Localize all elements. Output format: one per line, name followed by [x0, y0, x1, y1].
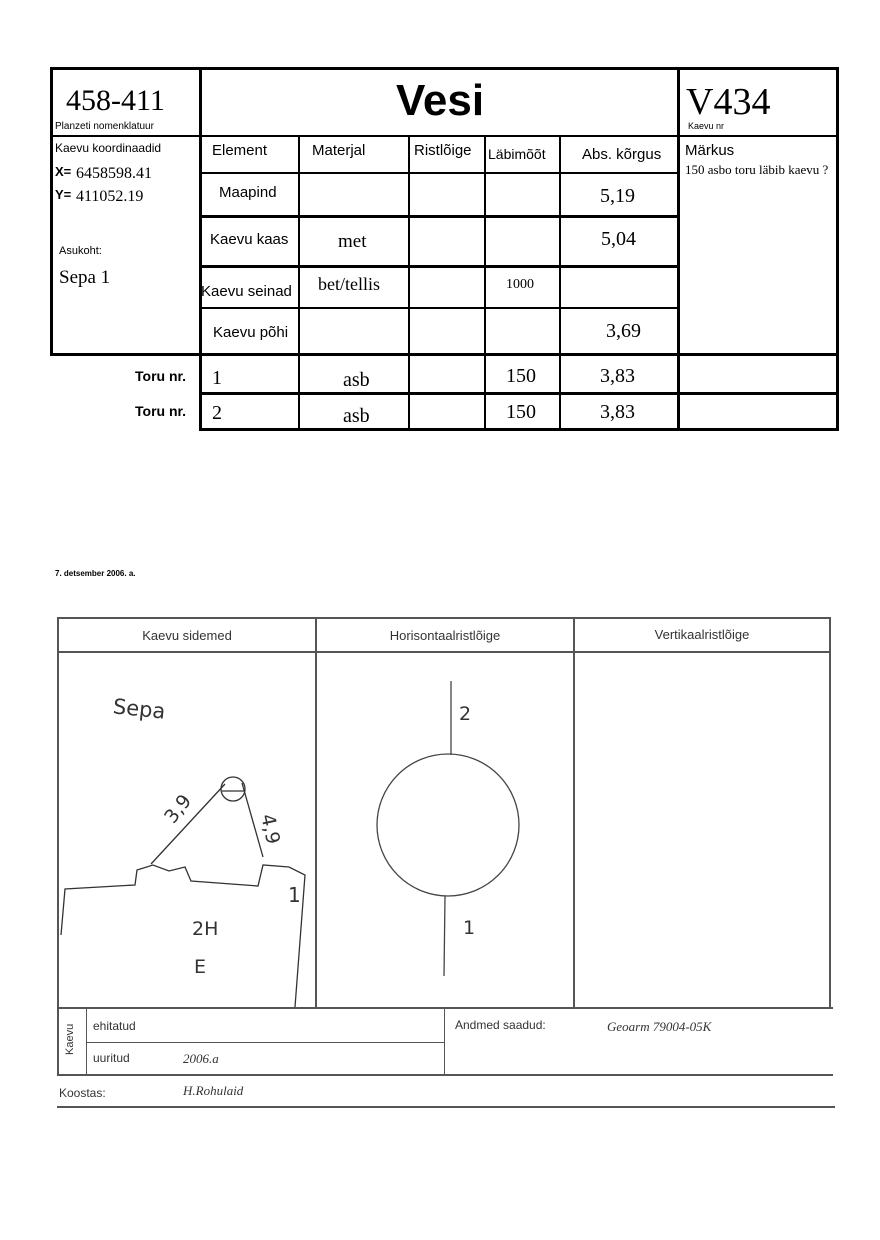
- pipe-top-label: 2: [459, 703, 472, 725]
- form-divider: [57, 1007, 833, 1009]
- row-element: Kaevu kaas: [210, 231, 289, 248]
- form-divider: [573, 617, 575, 1009]
- table-border-top: [50, 67, 839, 70]
- pipe-label: Toru nr.: [135, 403, 187, 419]
- table-divider: [408, 135, 410, 431]
- table-divider: [50, 135, 839, 137]
- document-date: 7. detsember 2006. a.: [55, 569, 136, 578]
- col-remarks: Märkus: [685, 142, 735, 159]
- surveyed-label: uuritud: [93, 1051, 130, 1065]
- col-diameter: Läbimõõt: [488, 146, 546, 162]
- table-divider: [199, 265, 678, 268]
- form-divider: [57, 1074, 833, 1076]
- x-label: X=: [55, 164, 72, 179]
- footer-side-label: Kaevu: [64, 1023, 76, 1055]
- street-label: Sepa: [111, 694, 167, 724]
- building-code: 2H: [192, 918, 219, 940]
- distance-right: 4,9: [256, 811, 285, 847]
- pipe-number: 2: [212, 402, 222, 424]
- pipe-diameter: 150: [506, 401, 536, 423]
- row-element: Kaevu põhi: [213, 324, 289, 341]
- row-element: Kaevu seinad: [201, 283, 292, 300]
- col-material: Materjal: [312, 142, 366, 159]
- surveyed-value: 2006.a: [183, 1051, 219, 1066]
- col-vertical-section: Vertikaalristlõige: [654, 627, 750, 642]
- compiled-value: H.Rohulaid: [183, 1083, 244, 1098]
- row-material: bet/tellis: [318, 274, 380, 294]
- location-label: Asukoht:: [59, 245, 102, 257]
- well-number-value: V434: [686, 81, 771, 123]
- form-border-right: [829, 617, 831, 1009]
- table-divider: [559, 135, 561, 431]
- table-divider: [199, 307, 678, 309]
- table-divider: [50, 353, 839, 356]
- x-value: 6458598.41: [76, 165, 152, 182]
- form-divider: [444, 1009, 445, 1075]
- pipe-material: asb: [343, 369, 370, 391]
- table-divider: [199, 392, 839, 395]
- row-element: Maapind: [219, 184, 277, 201]
- col-abs-height: Abs. kõrgus: [582, 146, 662, 163]
- location-value: Sepa 1: [59, 267, 111, 288]
- pipe-bottom-label: 1: [463, 917, 476, 939]
- table-divider: [484, 135, 486, 431]
- table-divider: [199, 172, 678, 174]
- pipe-abs-height: 3,83: [600, 401, 635, 423]
- col-horizontal-section: Horisontaalristlõige: [389, 628, 501, 643]
- pipe-label: Toru nr.: [135, 368, 187, 384]
- form-divider: [57, 1007, 59, 1076]
- data-source-label: Andmed saadud:: [455, 1018, 546, 1032]
- nomenclature-label: Planzeti nomenklatuur: [55, 121, 154, 132]
- building-mark: 1: [288, 883, 301, 907]
- row-material: met: [338, 231, 367, 252]
- pipe-number: 1: [212, 367, 222, 389]
- page-title: Vesi: [395, 76, 485, 125]
- y-label: Y=: [55, 187, 72, 202]
- row-abs-height: 5,19: [600, 185, 635, 207]
- table-divider: [199, 428, 839, 431]
- row-abs-height: 3,69: [606, 320, 641, 342]
- well-number-label: Kaevu nr: [688, 121, 725, 131]
- col-element: Element: [212, 142, 268, 159]
- table-divider: [298, 135, 300, 431]
- compiled-label: Koostas:: [59, 1086, 106, 1100]
- coordinates-label: Kaevu koordinaadid: [55, 141, 162, 155]
- y-value: 411052.19: [76, 188, 144, 205]
- pipe-material: asb: [343, 405, 370, 427]
- nomenclature-value: 458-411: [66, 84, 165, 117]
- horizontal-section-sketch: [317, 653, 573, 1007]
- col-well-ties: Kaevu sidemed: [142, 628, 232, 643]
- row-abs-height: 5,04: [601, 228, 636, 250]
- form-border-bottom: [57, 1106, 835, 1108]
- built-label: ehitatud: [93, 1019, 136, 1033]
- table-divider: [199, 215, 678, 218]
- pipe-diameter: 150: [506, 365, 536, 387]
- col-cross-section: Ristlõige: [414, 142, 472, 159]
- row-diameter: 1000: [506, 277, 534, 292]
- table-border-left: [50, 67, 53, 356]
- form-border-top: [57, 617, 831, 619]
- pipe-abs-height: 3,83: [600, 365, 635, 387]
- remarks-text: 150 asbo toru läbib kaevu ?: [685, 162, 829, 177]
- form-divider: [86, 1042, 444, 1043]
- data-source-value: Geoarm 79004-05K: [607, 1019, 712, 1034]
- building-letter: E: [194, 956, 207, 978]
- table-border-right: [836, 67, 839, 431]
- distance-left: 3,9: [160, 790, 197, 828]
